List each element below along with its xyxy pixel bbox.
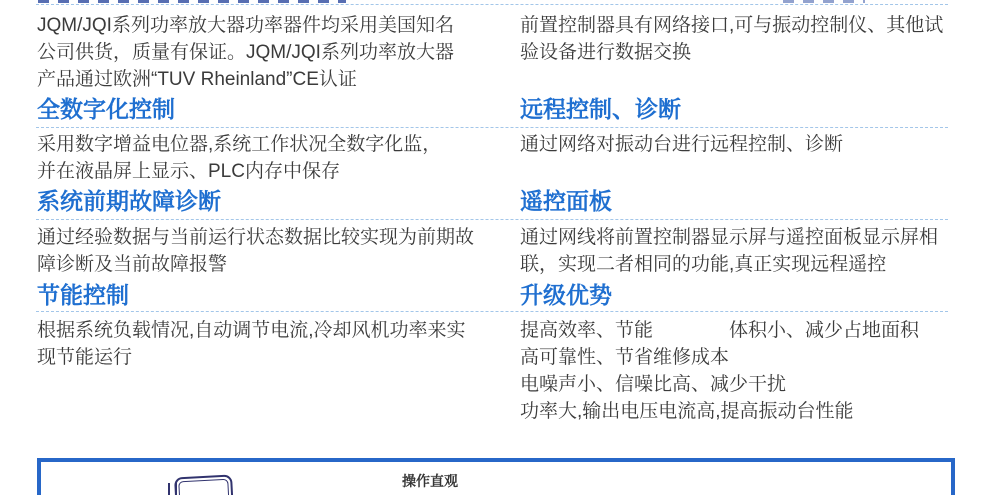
paragraph-line: JQM/JQI系列功率放大器功率器件均采用美国知名 [37,15,454,36]
section-heading: 系统前期故障诊断 [37,188,221,214]
panel-outer-outline [174,475,234,495]
section-body-energy-saving [37,317,512,371]
intro-paragraph-right [520,12,962,66]
paragraph-line: 通过经验数据与当前运行状态数据比较实现为前期故 [37,227,475,248]
dashed-divider [36,311,948,312]
paragraph-line: 验设备进行数据交换 [520,42,692,63]
dashed-divider-top [36,4,948,5]
control-panel-outline-icon [167,474,239,495]
paragraph-line: 公司供货，质量有保证。JQM/JQI系列功率放大器 [37,42,454,63]
dashed-divider [36,219,948,220]
paragraph-line: 前置控制器具有网络接口,可与振动控制仪、其他试 [520,15,944,36]
section-title-upgrade-advantage [520,282,962,308]
section-heading: 节能控制 [37,282,129,308]
paragraph-line: 提高效率、节能 体积小、减少占地面积 [520,320,920,341]
clipped-heading-remnant-right [783,0,865,3]
section-title-energy-saving [37,282,512,308]
paragraph-line: 联，实现二者相同的功能,真正实现远程遥控 [520,254,887,275]
section-heading: 全数字化控制 [37,96,175,122]
paragraph-line: 根据系统负载情况,自动调节电流,冷却风机功率来实 [37,320,466,341]
dashed-divider [36,127,948,128]
paragraph-line: 现节能运行 [37,347,133,368]
section-heading: 遥控面板 [520,188,612,214]
section-title-fault-diagnosis [37,188,512,214]
paragraph-line: 高可靠性、节省维修成本 [520,347,730,368]
clipped-heading-remnant-left [38,0,346,3]
paragraph-line: 障诊断及当前故障报警 [37,254,228,275]
section-title-remote-control [520,96,962,122]
paragraph-line: 功率大,输出电压电流高,提高振动台性能 [520,401,854,422]
intro-paragraph-left [37,12,512,93]
section-body-digital-control [37,131,512,185]
section-title-digital-control [37,96,512,122]
paragraph-line: 并在液晶屏上显示、PLC内存中保存 [37,161,340,182]
section-heading: 升级优势 [520,282,612,308]
operation-panel-frame [37,458,955,495]
paragraph-line: 采用数字增益电位器,系统工作状况全数字化监， [37,134,442,155]
section-body-remote-control [520,131,962,158]
section-heading: 远程控制、诊断 [520,96,681,122]
section-body-remote-panel [520,224,962,278]
paragraph-line: 产品通过欧洲“TUV Rheinland”CE认证 [37,69,357,90]
panel-caption: 操作直观 [402,473,458,489]
panel-inner-outline [178,479,230,495]
section-body-fault-diagnosis [37,224,512,278]
section-title-remote-panel [520,188,962,214]
paragraph-line: 通过网络对振动台进行远程控制、诊断 [520,134,844,155]
section-body-upgrade-advantage [520,317,962,425]
paragraph-line: 通过网线将前置控制器显示屏与遥控面板显示屏相 [520,227,939,248]
paragraph-line: 电噪声小、信噪比高、减少干扰 [520,374,787,395]
